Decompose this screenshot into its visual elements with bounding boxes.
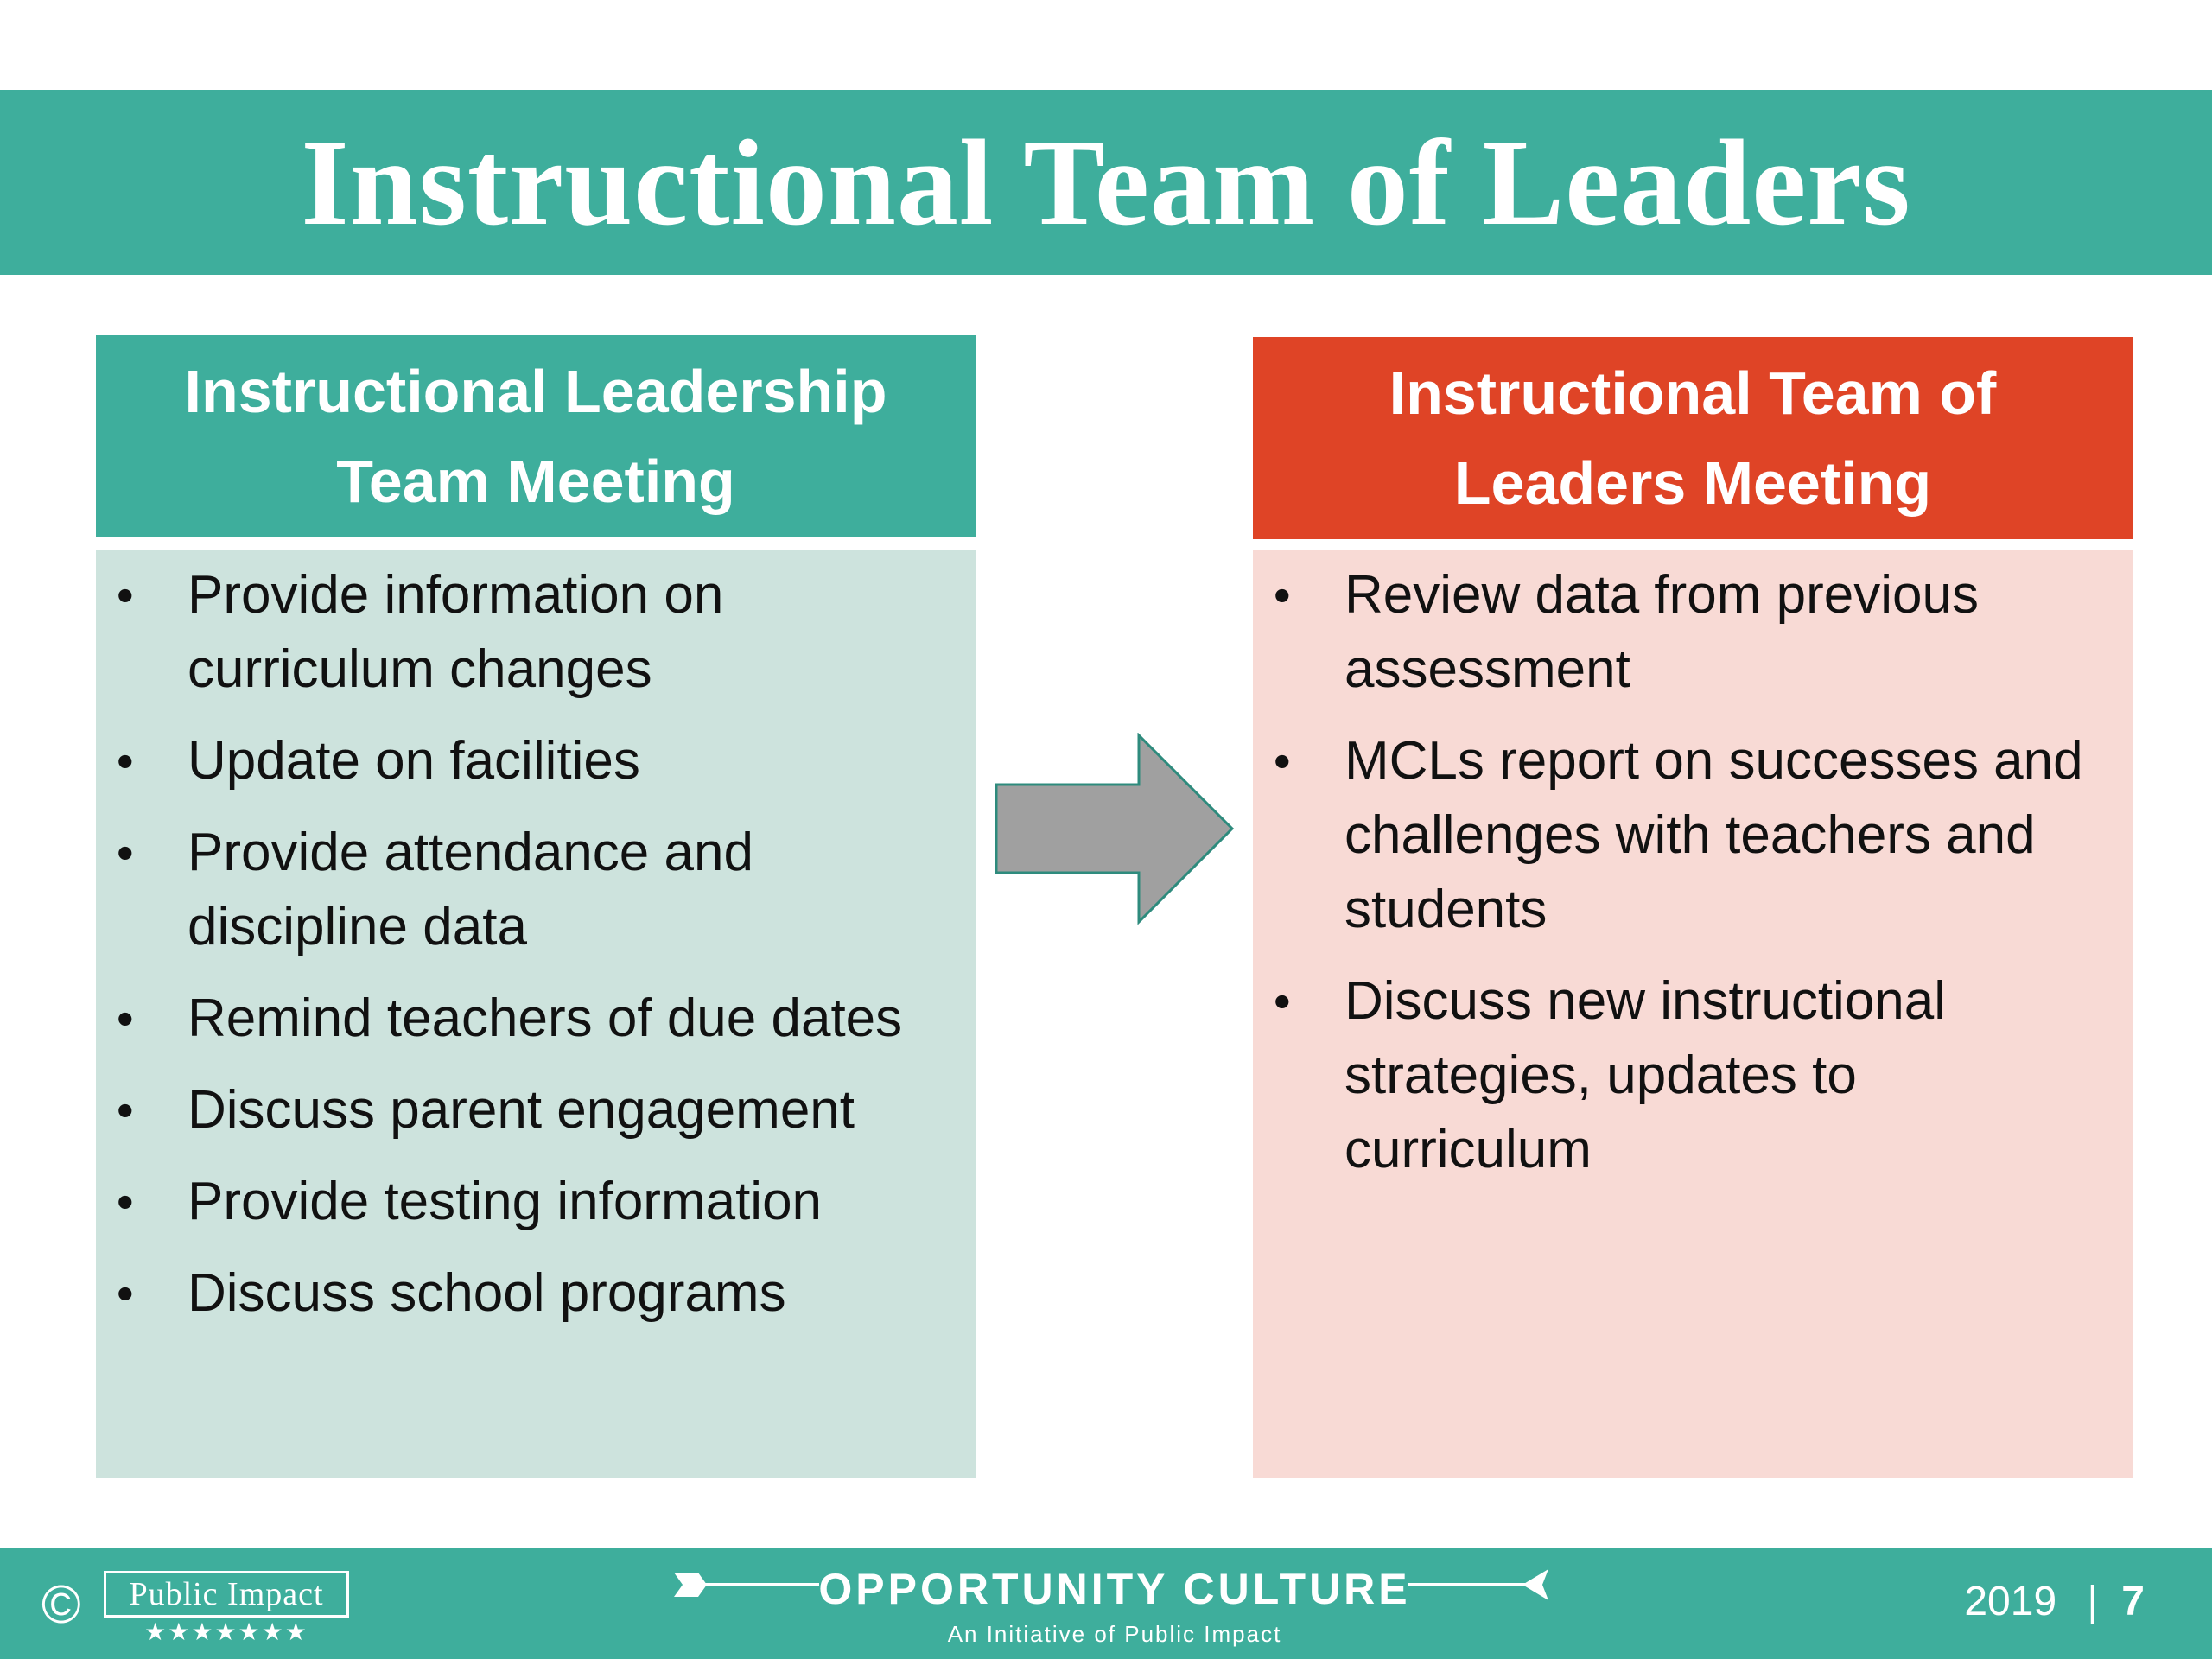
- list-item: [96, 1165, 960, 1239]
- list-item-text: Provide information on curriculum changes: [188, 565, 724, 699]
- right-bullet-list: [1253, 558, 2117, 1205]
- list-item: [1253, 964, 2117, 1187]
- bullet-dot: •: [1274, 568, 1291, 622]
- list-item: [96, 982, 960, 1056]
- left-bullet-list: [96, 558, 960, 1348]
- right-column-header: Instructional Team of Leaders Meeting: [1253, 337, 2133, 539]
- right-arrow-icon: [994, 733, 1236, 925]
- page-info: [1964, 1578, 2145, 1625]
- opportunity-culture-logo: [674, 1564, 1555, 1650]
- list-item: [96, 1073, 960, 1147]
- list-item-text: Provide testing information: [188, 1172, 823, 1231]
- brand-name: OPPORTUNITY CULTURE: [818, 1565, 1411, 1613]
- list-item-text: Remind teachers of due dates: [188, 988, 903, 1048]
- page-separator: |: [2087, 1579, 2098, 1624]
- year: 2019: [1964, 1579, 2057, 1624]
- page-number: 7: [2121, 1579, 2145, 1624]
- public-impact-stars: ★★★★★★★: [144, 1618, 308, 1645]
- list-item: [96, 558, 960, 707]
- copyright-icon: ©: [41, 1575, 81, 1635]
- list-item: [96, 724, 960, 798]
- list-item-text: Discuss parent engagement: [188, 1080, 855, 1140]
- bullet-dot: •: [1274, 974, 1291, 1028]
- bullet-dot: •: [117, 825, 134, 880]
- right-column-body: [1253, 550, 2133, 1478]
- bullet-dot: •: [117, 1083, 134, 1137]
- bullet-dot: •: [117, 1174, 134, 1229]
- list-item: [96, 816, 960, 964]
- list-item: [1253, 558, 2117, 707]
- list-item-text: Review data from previous assessment: [1344, 565, 1979, 699]
- list-item: [1253, 724, 2117, 947]
- list-item: [96, 1256, 960, 1331]
- slide-title: Instructional Team of Leaders: [301, 114, 1911, 251]
- list-item-text: MCLs report on successes and challenges with teachers and students: [1344, 731, 2083, 939]
- list-item-text: Update on facilities: [188, 731, 640, 791]
- public-impact-logo-text: Public Impact: [104, 1571, 349, 1618]
- title-bar: [0, 90, 2212, 275]
- left-column-header: Instructional Leadership Team Meeting: [96, 335, 976, 537]
- list-item-text: Discuss new instructional strategies, updates to curriculum: [1344, 971, 1947, 1179]
- bullet-dot: •: [117, 568, 134, 622]
- brand-tagline: An Initiative of Public Impact: [947, 1621, 1282, 1647]
- public-impact-logo: [104, 1571, 349, 1645]
- bullet-dot: •: [117, 734, 134, 788]
- footer: [0, 1548, 2212, 1659]
- bullet-dot: •: [117, 1266, 134, 1320]
- left-column-body: [96, 550, 976, 1478]
- bullet-dot: •: [1274, 734, 1291, 788]
- list-item-text: Provide attendance and discipline data: [188, 823, 753, 957]
- list-item-text: Discuss school programs: [188, 1263, 786, 1323]
- bullet-dot: •: [117, 991, 134, 1046]
